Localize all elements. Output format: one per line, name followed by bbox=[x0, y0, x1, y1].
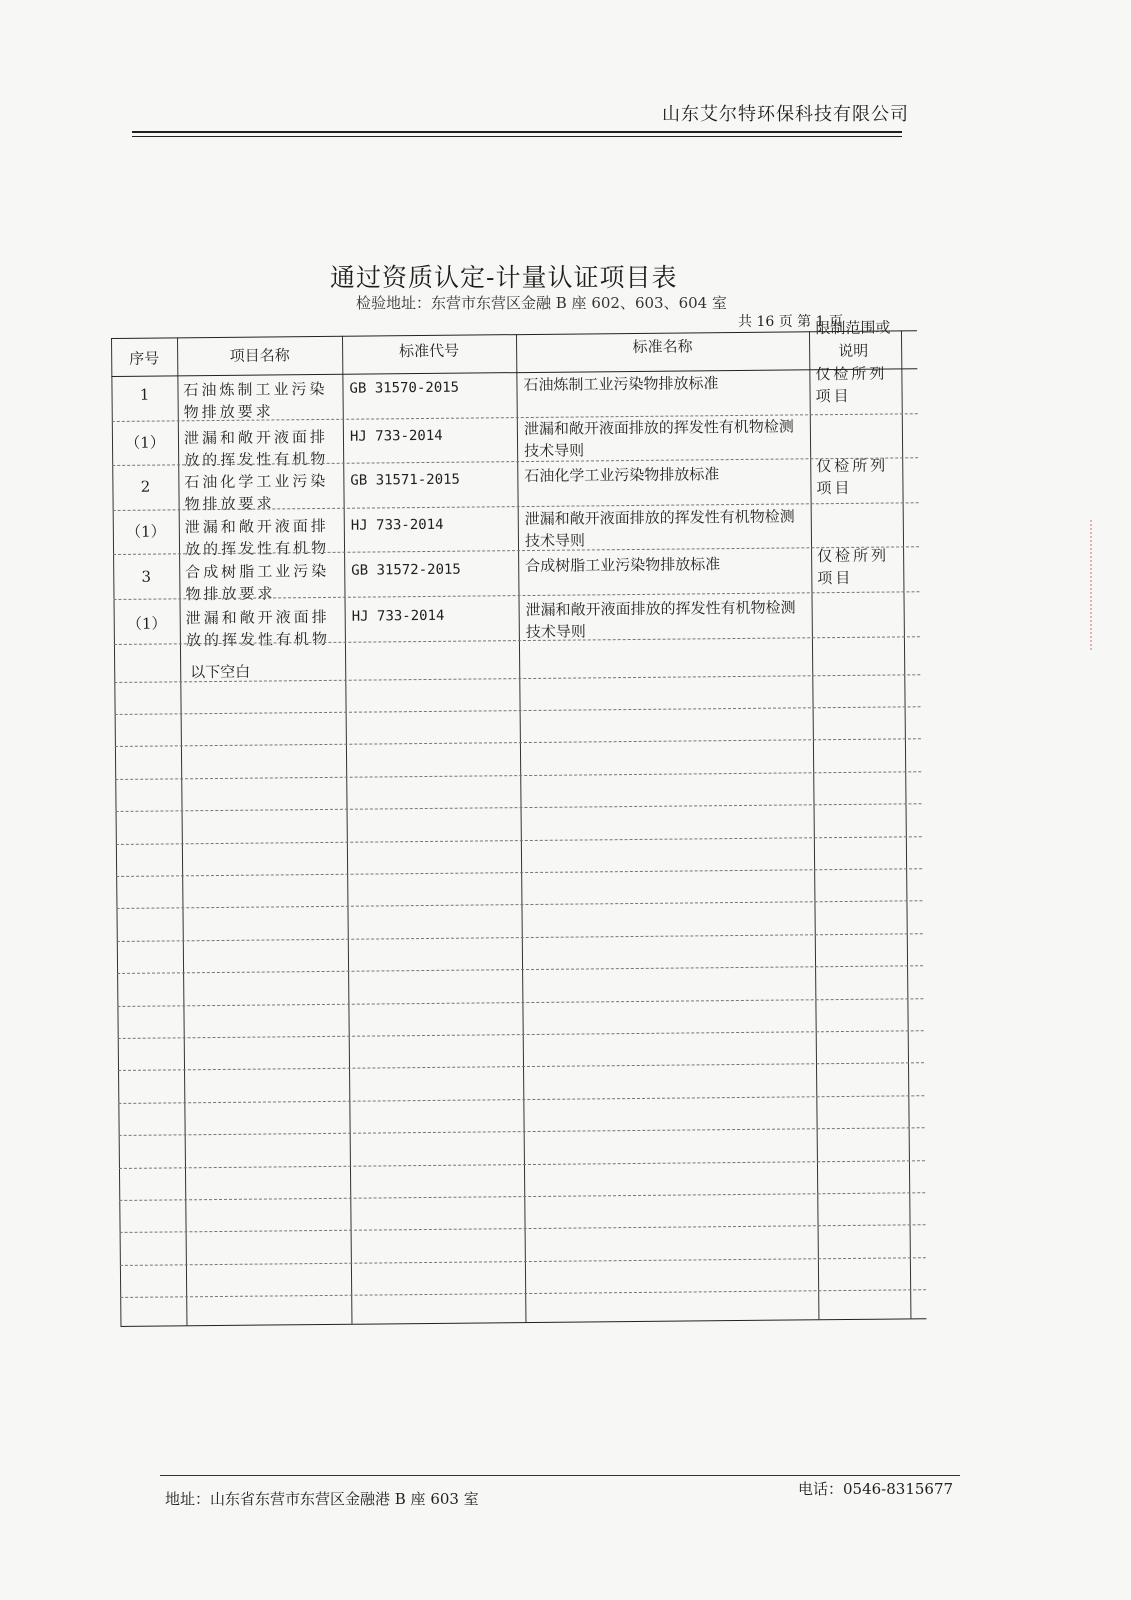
table-row-line bbox=[116, 868, 922, 877]
row3-limit: 仅检所列项目 bbox=[817, 546, 890, 588]
table-row-line bbox=[117, 933, 923, 942]
table-row-line bbox=[118, 1030, 924, 1039]
table-row-line bbox=[117, 998, 923, 1007]
row1-sub-seq: （1） bbox=[125, 433, 165, 452]
row2-standard-name: 石油化学工业污染物排放标准 bbox=[524, 465, 720, 486]
seal-edge-mark bbox=[1090, 520, 1102, 650]
table-row-line bbox=[120, 1257, 926, 1266]
table-border-right bbox=[901, 330, 911, 1318]
row3-sub-standard-name: 泄漏和敞开液面排放的挥发性有机物检测技术导则 bbox=[525, 598, 796, 642]
row3-sub-seq: （1） bbox=[126, 614, 167, 633]
row2-limit: 仅检所列项目 bbox=[816, 456, 889, 498]
row3-seq: 3 bbox=[141, 567, 152, 586]
table-row-line bbox=[116, 836, 922, 845]
table-row-line bbox=[116, 900, 922, 909]
footer-phone: 电话：0546-8315677 bbox=[798, 1480, 954, 1498]
header-rule-bottom bbox=[132, 136, 902, 137]
company-name: 山东艾尔特环保科技有限公司 bbox=[662, 104, 909, 125]
row3-standard-name: 合成树脂工业污染物排放标准 bbox=[525, 555, 721, 576]
table-row-line bbox=[120, 1289, 926, 1298]
row1-sub-standard-name: 泄漏和敞开液面排放的挥发性有机物检测技术导则 bbox=[523, 417, 794, 461]
table-row-line bbox=[115, 771, 921, 780]
header-seq: 序号 bbox=[129, 349, 160, 368]
header-standard-code: 标准代号 bbox=[399, 341, 460, 361]
row2-sub-standard-name: 泄漏和敞开液面排放的挥发性有机物检测技术导则 bbox=[524, 507, 795, 551]
header-item-name: 项目名称 bbox=[229, 346, 290, 365]
blank-below-note: 以下空白 bbox=[190, 662, 251, 682]
footer-rule bbox=[160, 1475, 960, 1476]
table-row-line bbox=[116, 803, 922, 812]
table-row-line bbox=[118, 1095, 924, 1104]
header-standard-name: 标准名称 bbox=[632, 337, 693, 356]
footer-address: 地址：山东省东营市东营区金融港 B 座 603 室 bbox=[165, 1490, 479, 1508]
table-row-line bbox=[115, 738, 921, 747]
row1-sub-item-name: 泄漏和敞开液面排放的挥发性有机物 bbox=[183, 427, 329, 470]
row1-standard-code: GB 31570-2015 bbox=[349, 379, 460, 397]
page-info: 共 16 页 第 1 页 bbox=[738, 314, 843, 330]
table-row-line bbox=[115, 706, 921, 715]
row3-item-name: 合成树脂工业污染物排放要求 bbox=[185, 561, 330, 604]
row1-item-name: 石油炼制工业污染物排放要求 bbox=[183, 379, 328, 422]
row1-sub-standard-code: HJ 733-2014 bbox=[349, 427, 443, 445]
row1-seq: 1 bbox=[139, 385, 150, 404]
table-row-line bbox=[119, 1127, 925, 1136]
header-rule-top bbox=[132, 131, 902, 133]
row3-standard-code: GB 31572-2015 bbox=[351, 561, 461, 579]
row2-sub-standard-code: HJ 733-2014 bbox=[350, 516, 444, 534]
document-title: 通过资质认定-计量认证项目表 bbox=[330, 263, 678, 292]
row1-standard-name: 石油炼制工业污染物排放标准 bbox=[523, 374, 719, 395]
table-row-line bbox=[119, 1160, 925, 1169]
row2-sub-item-name: 泄漏和敞开液面排放的挥发性有机物 bbox=[184, 516, 330, 559]
row2-seq: 2 bbox=[140, 477, 151, 496]
row3-sub-standard-code: HJ 733-2014 bbox=[351, 607, 445, 625]
table-row-line bbox=[118, 1062, 924, 1071]
row1-limit: 仅检所列项目 bbox=[815, 364, 888, 406]
row2-sub-seq: （1） bbox=[125, 522, 166, 541]
table-row-line bbox=[120, 1318, 926, 1327]
row2-item-name: 石油化学工业污染物排放要求 bbox=[184, 471, 329, 514]
table-row-line bbox=[117, 965, 923, 974]
table-row-line bbox=[120, 1224, 926, 1233]
table-row-line bbox=[119, 1192, 925, 1201]
inspection-address: 检验地址：东营市东营区金融 B 座 602、603、604 室 bbox=[356, 294, 727, 312]
row3-sub-item-name: 泄漏和敞开液面排放的挥发性有机物 bbox=[185, 607, 331, 650]
header-limit-note: 限制范围或说明 bbox=[815, 318, 891, 361]
row2-standard-code: GB 31571-2015 bbox=[350, 471, 461, 489]
